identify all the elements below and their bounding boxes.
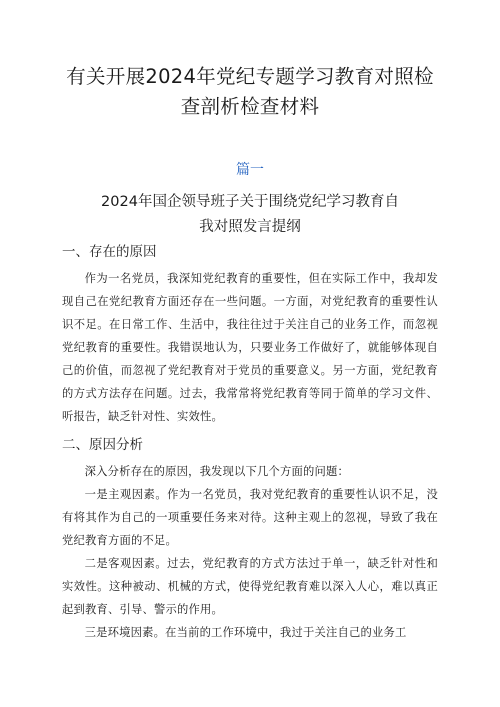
document-title-line1: 有关开展2024年党纪专题学习教育对照检 xyxy=(66,65,434,88)
paragraph-2: 深入分析存在的原因，我发现以下几个方面的问题： xyxy=(84,465,350,478)
paragraph-4: 二是客观因素。过去，党纪教育的方式方法过于单一，缺乏针对性和实效性。这种被动、机械的方式，使得党纪教育难以深入人心，难以真正起到教育、引导、警示的作用。 xyxy=(62,557,438,616)
section-label: 篇一 xyxy=(236,162,264,178)
document-title xyxy=(62,62,438,122)
paragraph-1: 作为一名党员，我深知党纪教育的重要性，但在实际工作中，我却发现自己在党纪教育方面还存在一些问题。一方面，对党纪教育的重要性认识不足。在日常工作、生活中，我往往过于关注自己的业务工作，而忽视党纪教育的重要性。我错误地认为，只要业务工作做好了，就能够体现自己的价值，而忽视了党纪教育对于党员的重要意义。另一方面，党纪教育的方式方法存在问题。过去，我常常将党纪教育等同于简单的学习文件、听报告，缺乏针对性、实效性。 xyxy=(62,272,438,423)
paragraph-3: 一是主观因素。作为一名党员，我对党纪教育的重要性认识不足，没有将其作为自己的一项重要任务来对待。这种主观上的忽视，导致了我在党纪教育方面的不足。 xyxy=(62,488,438,547)
section-subtitle xyxy=(62,190,438,240)
paragraph-5: 三是环境因素。在当前的工作环境中，我过于关注自己的业务工 xyxy=(84,626,407,639)
heading-cause-analysis: 二、原因分析 xyxy=(62,437,143,453)
section-subtitle-line1: 2024年国企领导班子关于围绕党纪学习教育自 xyxy=(101,194,399,210)
section-subtitle-line2: 我对照发言提纲 xyxy=(199,219,301,235)
document-title-line2: 查剖析检查材料 xyxy=(180,95,320,118)
heading-existing-causes: 一、存在的原因 xyxy=(62,244,157,260)
